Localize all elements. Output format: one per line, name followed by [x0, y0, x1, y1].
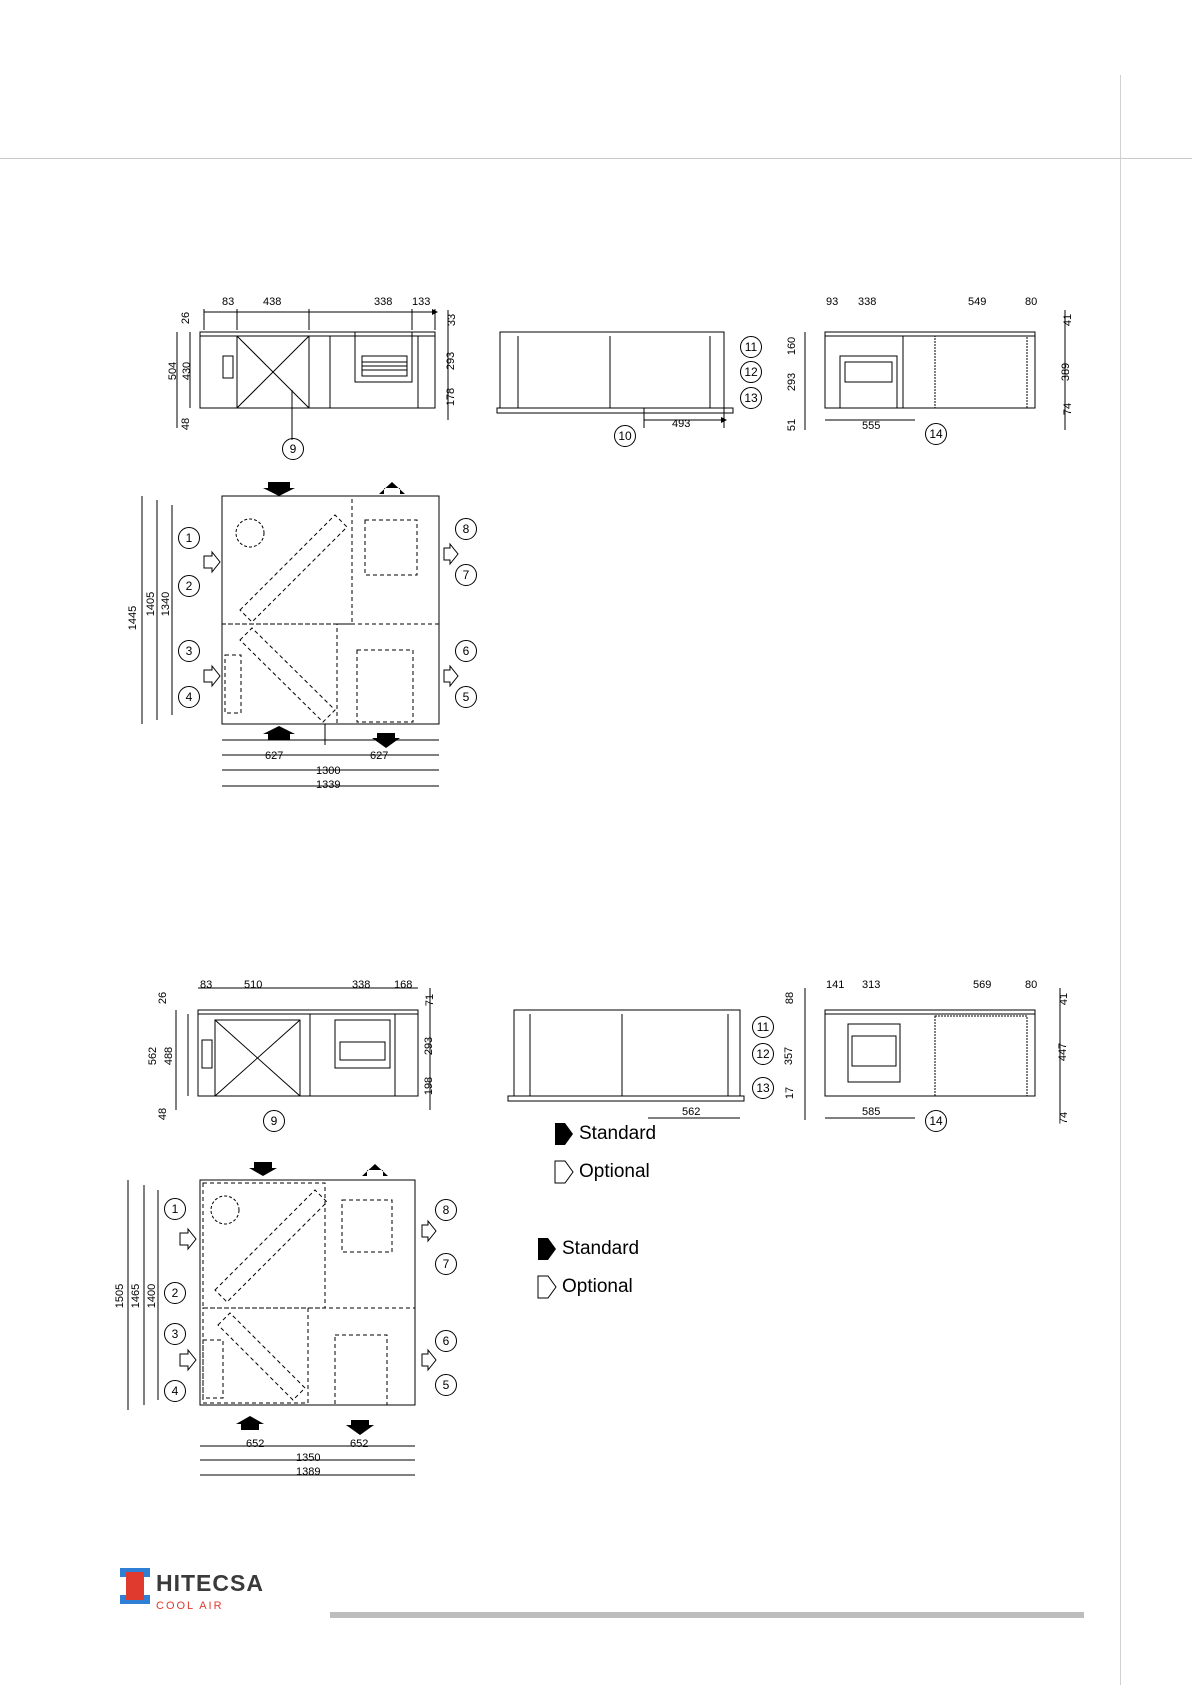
dim-plan-1445: 1445 — [127, 605, 140, 631]
callout2-p8: 8 — [435, 1199, 457, 1221]
dim-front-430: 430 — [181, 361, 194, 381]
dim2-rear-585: 585 — [862, 1106, 881, 1118]
rear-view-1 — [805, 310, 1065, 430]
dim-plan-1300: 1300 — [316, 765, 341, 777]
dim-plan-627b: 627 — [370, 750, 389, 762]
callout-p7: 7 — [455, 564, 477, 586]
dim-front-178: 178 — [445, 387, 458, 407]
dim2-side-562: 562 — [682, 1106, 701, 1118]
dim-plan-1340: 1340 — [160, 591, 173, 617]
dim-rear-41: 41 — [1062, 313, 1075, 327]
optional-arrow-icon — [553, 1157, 575, 1187]
callout2-p7: 7 — [435, 1253, 457, 1275]
dim-rear-293: 293 — [786, 372, 799, 392]
dim2-rear-74: 74 — [1058, 1111, 1071, 1125]
dim2-rear-88: 88 — [784, 991, 797, 1005]
dim2-front-26: 26 — [157, 991, 170, 1005]
callout-14: 14 — [925, 423, 947, 445]
dim2-rear-357: 357 — [783, 1046, 796, 1066]
callout-p8: 8 — [455, 518, 477, 540]
dim-front-26: 26 — [180, 311, 193, 325]
brand-name: HITECSA — [156, 1570, 264, 1596]
standard-arrow-icon — [536, 1234, 558, 1264]
dim-side-493: 493 — [672, 418, 691, 430]
dim2-rear-141: 141 — [826, 979, 845, 991]
legend-standard-label: Standard — [562, 1238, 640, 1259]
dim2-rear-313: 313 — [862, 979, 881, 991]
callout2-p1: 1 — [164, 1198, 186, 1220]
callout2-p5: 5 — [435, 1374, 457, 1396]
standard-arrow-icon — [553, 1119, 575, 1149]
callout-9: 9 — [282, 438, 304, 460]
dim-front-504: 504 — [167, 361, 180, 381]
legend-standard-1 — [553, 1119, 656, 1149]
callout-12: 12 — [740, 361, 762, 383]
callout-13: 13 — [740, 387, 762, 409]
legend-optional-1 — [553, 1157, 650, 1187]
dim-front-48: 48 — [180, 417, 193, 431]
dim2-plan-1350: 1350 — [296, 1452, 321, 1464]
side-view-1 — [497, 332, 733, 428]
callout-10: 10 — [614, 425, 636, 447]
callout2-9: 9 — [263, 1110, 285, 1132]
dim-rear-555: 555 — [862, 420, 881, 432]
front-view-2 — [176, 988, 430, 1110]
hitecsa-logo — [118, 1566, 318, 1626]
dim-front-293: 293 — [445, 351, 458, 371]
dim2-front-488: 488 — [163, 1046, 176, 1066]
dim2-rear-569: 569 — [973, 979, 992, 991]
dim-plan-627a: 627 — [265, 750, 284, 762]
dim2-front-48: 48 — [157, 1107, 170, 1121]
dim-front-438: 438 — [263, 296, 282, 308]
callout2-p6: 6 — [435, 1330, 457, 1352]
header-rule — [0, 158, 1192, 159]
callout2-14: 14 — [925, 1110, 947, 1132]
dim-plan-1405: 1405 — [145, 591, 158, 617]
dim-front-83: 83 — [222, 296, 235, 308]
dim2-front-71: 71 — [424, 993, 437, 1007]
callout-p6: 6 — [455, 640, 477, 662]
dim2-plan-1505: 1505 — [114, 1283, 127, 1309]
legend-optional-label: Optional — [579, 1161, 650, 1182]
callout-p2: 2 — [178, 575, 200, 597]
callout-p3: 3 — [178, 640, 200, 662]
legend-optional-2 — [536, 1272, 633, 1302]
dim2-front-83: 83 — [200, 979, 213, 991]
callout-p5: 5 — [455, 686, 477, 708]
footer-bar — [330, 1612, 1084, 1618]
dim-rear-549: 549 — [968, 296, 987, 308]
dim-rear-74: 74 — [1062, 402, 1075, 416]
optional-arrow-icon — [536, 1272, 558, 1302]
dim2-front-198: 198 — [423, 1076, 436, 1096]
callout2-12: 12 — [752, 1043, 774, 1065]
dim-rear-389: 389 — [1060, 362, 1073, 382]
brand-tagline: COOL AIR — [156, 1600, 224, 1612]
dim2-front-562: 562 — [147, 1046, 160, 1066]
callout-11: 11 — [740, 336, 762, 358]
callout2-11: 11 — [752, 1016, 774, 1038]
dim2-rear-17: 17 — [784, 1086, 797, 1100]
logo-mark-icon — [118, 1566, 152, 1606]
rear-view-2 — [805, 988, 1060, 1120]
margin-rule — [1120, 75, 1121, 1685]
dim-front-33: 33 — [446, 313, 459, 327]
dim-front-338: 338 — [374, 296, 393, 308]
dim2-rear-80: 80 — [1025, 979, 1038, 991]
legend-optional-label: Optional — [562, 1276, 633, 1297]
legend-standard-label: Standard — [579, 1123, 657, 1144]
dim2-plan-652b: 652 — [350, 1438, 369, 1450]
legend-standard-2 — [536, 1234, 639, 1264]
callout2-p4: 4 — [164, 1380, 186, 1402]
dim2-plan-652a: 652 — [246, 1438, 265, 1450]
dim-plan-1339: 1339 — [316, 779, 341, 791]
dim2-plan-1465: 1465 — [130, 1283, 143, 1309]
dim2-front-510: 510 — [244, 979, 263, 991]
dim-rear-93: 93 — [826, 296, 839, 308]
callout-p4: 4 — [178, 686, 200, 708]
front-view-1 — [177, 309, 448, 440]
side-view-2 — [508, 1010, 744, 1118]
dim-rear-338: 338 — [858, 296, 877, 308]
dim-rear-80: 80 — [1025, 296, 1038, 308]
dim2-rear-447: 447 — [1057, 1042, 1070, 1062]
dim-rear-51: 51 — [786, 418, 799, 432]
dim-rear-160: 160 — [786, 336, 799, 356]
callout2-p2: 2 — [164, 1282, 186, 1304]
dim-front-133: 133 — [412, 296, 431, 308]
dim2-plan-1389: 1389 — [296, 1466, 321, 1478]
dim2-rear-41: 41 — [1058, 992, 1071, 1006]
drawing-1 — [0, 280, 1120, 800]
dim2-front-338: 338 — [352, 979, 371, 991]
callout2-13: 13 — [752, 1077, 774, 1099]
dim2-front-293: 293 — [423, 1036, 436, 1056]
callout-p1: 1 — [178, 527, 200, 549]
dim2-plan-1400: 1400 — [146, 1283, 159, 1309]
dim2-front-168: 168 — [394, 979, 413, 991]
callout2-p3: 3 — [164, 1323, 186, 1345]
